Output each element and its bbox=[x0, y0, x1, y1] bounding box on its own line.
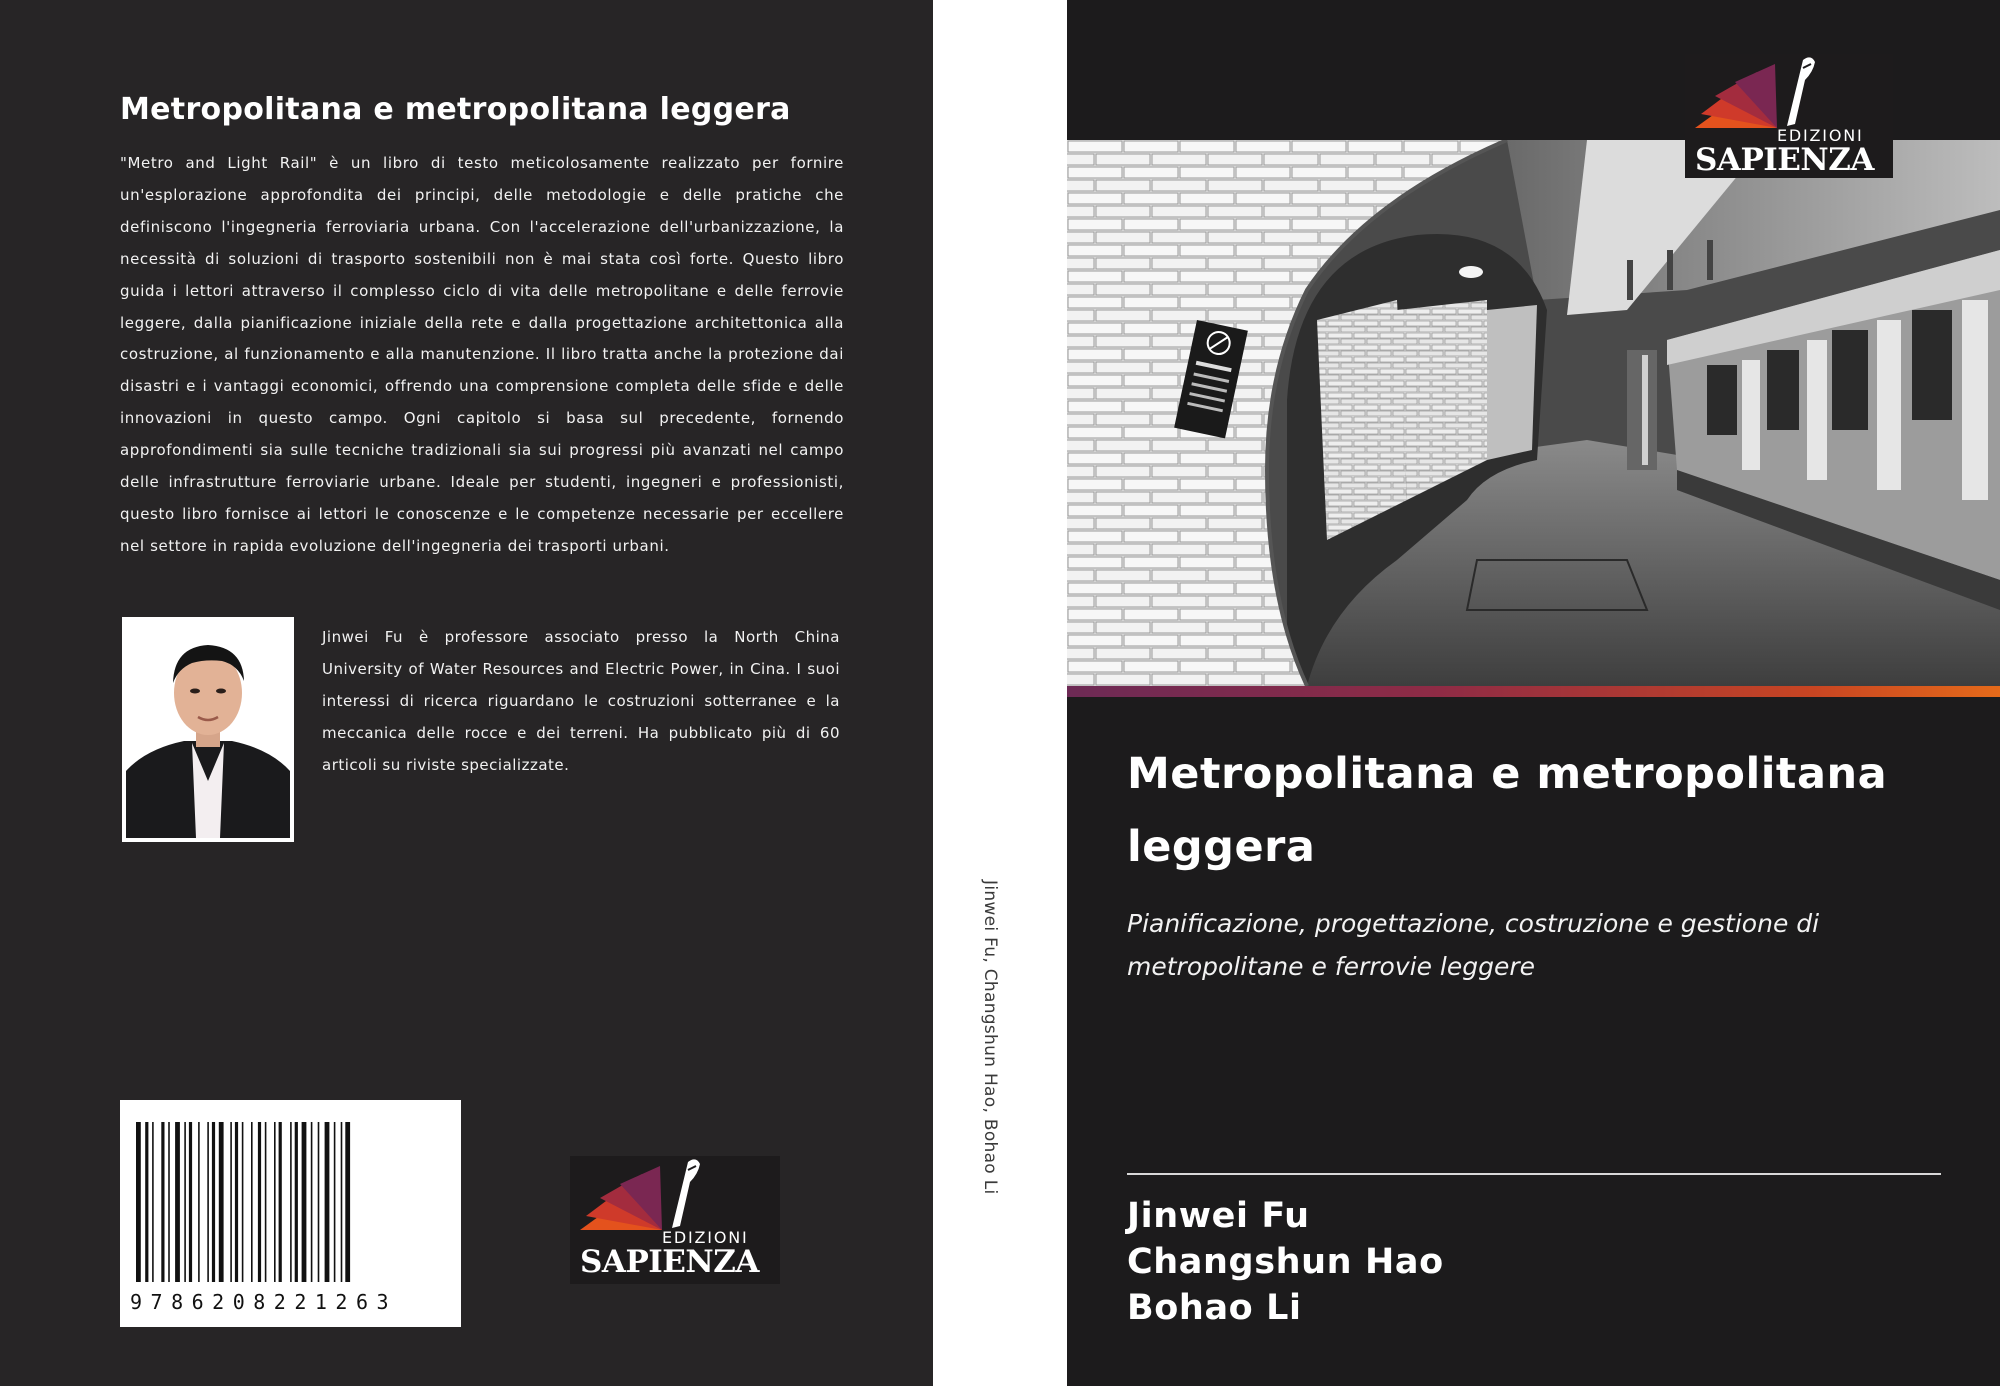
barcode-bars bbox=[120, 1100, 461, 1290]
back-cover-title: Metropolitana e metropolitana leggera bbox=[120, 92, 791, 127]
publisher-edizioni-back: EDIZIONI bbox=[662, 1228, 749, 1247]
back-cover-blurb: "Metro and Light Rail" è un libro di testo meticolosamente realizzato per fornire un'esplorazione approfondita dei principi, delle metodologie e delle pratiche che definiscono l'ingegneria ferroviaria urbana. Con l'accelerazione dell'urbanizzazione, la necessità di soluzioni di trasporto sostenibili non è mai stata così forte. Questo libro guida i lettori attraverso il complesso ciclo di vita delle metropolitane e delle ferrovie leggere, dalla pianificazione iniziale della rete e dalla progettazione architettonica alla costruzione, al funzionamento e alla manutenzione. Il libro tratta anche la protezione dai disastri e i vantaggi economici, offrendo una comprensione completa delle sfide e delle innovazioni in questo campo. Ogni capitolo si basa sul precedente, fornendo approfondimenti sia sulle tecniche tradizionali sia sui progressi più avanzati nel campo delle infrastrutture ferroviarie urbane. Ideale per studenti, ingegneri e professionisti, questo libro fornisce ai lettori le conoscenze e le competenze necessarie per eccellere nel settore in rapida evoluzione dell'ingegneria dei trasporti urbani. bbox=[120, 154, 844, 555]
subway-station-photo bbox=[1067, 140, 2000, 686]
front-cover-authors bbox=[1127, 1193, 1927, 1331]
isbn-digits: 9786208221263 bbox=[130, 1290, 398, 1314]
author-name: Jinwei Fu bbox=[1127, 1196, 1310, 1236]
publisher-sapienza-front: SAPIENZA bbox=[1695, 142, 1874, 178]
publisher-logo-back bbox=[570, 1156, 780, 1284]
front-cover-subtitle: Pianificazione, progettazione, costruzione e gestione di metropolitane e ferrovie leggere bbox=[1127, 909, 1820, 981]
spine-authors: Jinwei Fu, Changshun Hao, Bohao Li bbox=[980, 880, 1000, 1195]
author-photo bbox=[122, 617, 294, 842]
isbn-barcode bbox=[120, 1100, 461, 1327]
divider bbox=[1127, 1173, 1941, 1175]
accent-stripe bbox=[1067, 686, 2000, 697]
publisher-sapienza-back: SAPIENZA bbox=[580, 1244, 759, 1280]
spine bbox=[933, 0, 1067, 1386]
fan-pen-icon bbox=[1685, 54, 1893, 134]
front-cover-title: Metropolitana e metropolitana leggera bbox=[1127, 749, 1888, 872]
author-name: Changshun Hao bbox=[1127, 1242, 1444, 1282]
author-bio: Jinwei Fu è professore associato presso la North China University of Water Resources and Electric Power, in Cina. I suoi interessi di ricerca riguardano le costruzioni sotterranee e la meccanica delle rocce e dei terreni. Ha pubblicato più di 60 articoli su riviste specializzate. bbox=[322, 628, 840, 774]
fan-pen-icon bbox=[570, 1156, 780, 1236]
author-name: Bohao Li bbox=[1127, 1288, 1302, 1328]
publisher-logo-front bbox=[1685, 54, 1893, 178]
publisher-edizioni-front: EDIZIONI bbox=[1777, 126, 1864, 145]
